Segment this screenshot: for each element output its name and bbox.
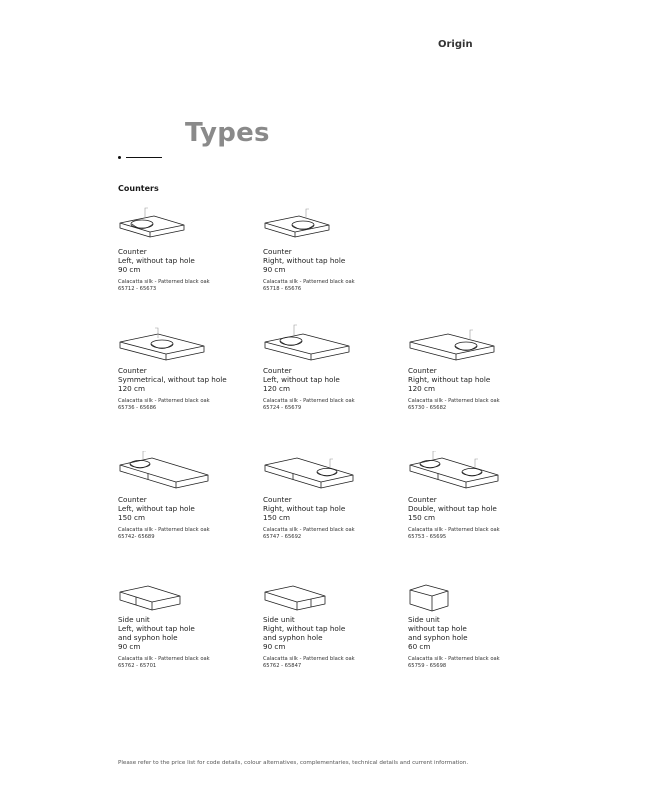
product-codes: 65736 - 65686 [118, 404, 157, 411]
product-item [408, 583, 548, 669]
counter-120-left-basin-icon [263, 322, 353, 366]
product-item [263, 451, 403, 540]
product-finish: Calacatta silk - Patterned black oak [408, 656, 500, 662]
product-variant: Right, without tap hole [408, 375, 491, 384]
product-item [263, 205, 403, 292]
product-variant: Left, without tap hole [118, 504, 195, 513]
title-rule [118, 156, 164, 159]
product-size: 90 cm [263, 265, 286, 274]
product-type: Counter [118, 495, 147, 504]
product-type: Side unit [118, 615, 150, 624]
side-unit-60-icon [408, 583, 478, 615]
product-finish: Calacatta silk - Patterned black oak [263, 527, 355, 533]
product-type: Side unit [263, 615, 295, 624]
product-type: Counter [263, 366, 292, 375]
side-unit-90-right-icon [263, 583, 333, 615]
product-codes: 65718 - 65676 [263, 285, 302, 292]
footer-note: Please refer to the price list for code details, colour alternatives, complementaries, technical details and current information. [118, 760, 469, 766]
product-item [408, 322, 548, 411]
product-codes: 65759 - 65698 [408, 662, 447, 669]
product-size: 150 cm [263, 513, 290, 522]
product-size: 150 cm [408, 513, 435, 522]
section-heading: Counters [118, 184, 159, 193]
product-item [263, 322, 403, 411]
product-finish: Calacatta silk - Patterned black oak [263, 656, 355, 662]
product-item [118, 583, 258, 669]
counter-150-left-basin-icon [118, 451, 210, 495]
product-variant: Symmetrical, without tap hole [118, 375, 227, 384]
brand-name: Origin [438, 39, 473, 50]
product-codes: 65742- 65689 [118, 533, 155, 540]
product-codes: 65747 - 65692 [263, 533, 302, 540]
product-variant: Left, without tap hole [118, 256, 195, 265]
product-finish: Calacatta silk - Patterned black oak [118, 398, 210, 404]
product-finish: Calacatta silk - Patterned black oak [118, 279, 210, 285]
side-unit-90-left-icon [118, 583, 188, 615]
product-finish: Calacatta silk - Patterned black oak [118, 656, 210, 662]
counter-120-right-basin-icon [408, 322, 498, 366]
product-type: Side unit [408, 615, 440, 624]
product-type: Counter [118, 247, 147, 256]
product-type: Counter [263, 495, 292, 504]
product-variant-detail: and syphon hole [118, 633, 178, 642]
counter-120-center-basin-icon [118, 322, 208, 366]
product-codes: 65724 - 65679 [263, 404, 302, 411]
product-finish: Calacatta silk - Patterned black oak [408, 527, 500, 533]
product-item [118, 451, 258, 540]
product-size: 120 cm [263, 384, 290, 393]
product-variant: Right, without tap hole [263, 256, 346, 265]
product-variant: Double, without tap hole [408, 504, 497, 513]
counter-150-right-basin-icon [263, 451, 355, 495]
counter-150-double-basin-icon [408, 451, 500, 495]
counter-90-right-basin-icon [263, 205, 333, 247]
product-type: Counter [118, 366, 147, 375]
product-codes: 65762 - 65847 [263, 662, 302, 669]
page-title: Types [185, 118, 270, 148]
product-type: Counter [263, 247, 292, 256]
product-item [263, 583, 403, 669]
product-finish: Calacatta silk - Patterned black oak [263, 279, 355, 285]
product-codes: 65712 - 65673 [118, 285, 157, 292]
product-variant: Left, without tap hole [118, 624, 195, 633]
product-item [118, 322, 258, 411]
product-finish: Calacatta silk - Patterned black oak [118, 527, 210, 533]
product-variant: Right, without tap hole [263, 624, 346, 633]
product-type: Counter [408, 495, 437, 504]
product-codes: 65730 - 65682 [408, 404, 447, 411]
product-size: 90 cm [263, 642, 286, 651]
product-codes: 65753 - 65695 [408, 533, 447, 540]
product-size: 120 cm [118, 384, 145, 393]
product-size: 90 cm [118, 642, 141, 651]
product-variant: Left, without tap hole [263, 375, 340, 384]
product-size: 60 cm [408, 642, 431, 651]
product-item [118, 205, 258, 292]
product-variant-detail: and syphon hole [408, 633, 468, 642]
product-codes: 65762 - 65701 [118, 662, 157, 669]
product-finish: Calacatta silk - Patterned black oak [408, 398, 500, 404]
counter-90-left-basin-icon [118, 205, 188, 247]
product-finish: Calacatta silk - Patterned black oak [263, 398, 355, 404]
product-size: 90 cm [118, 265, 141, 274]
product-variant: Right, without tap hole [263, 504, 346, 513]
product-type: Counter [408, 366, 437, 375]
product-variant-detail: and syphon hole [263, 633, 323, 642]
product-size: 120 cm [408, 384, 435, 393]
product-item [408, 451, 548, 540]
product-size: 150 cm [118, 513, 145, 522]
product-variant: without tap hole [408, 624, 467, 633]
